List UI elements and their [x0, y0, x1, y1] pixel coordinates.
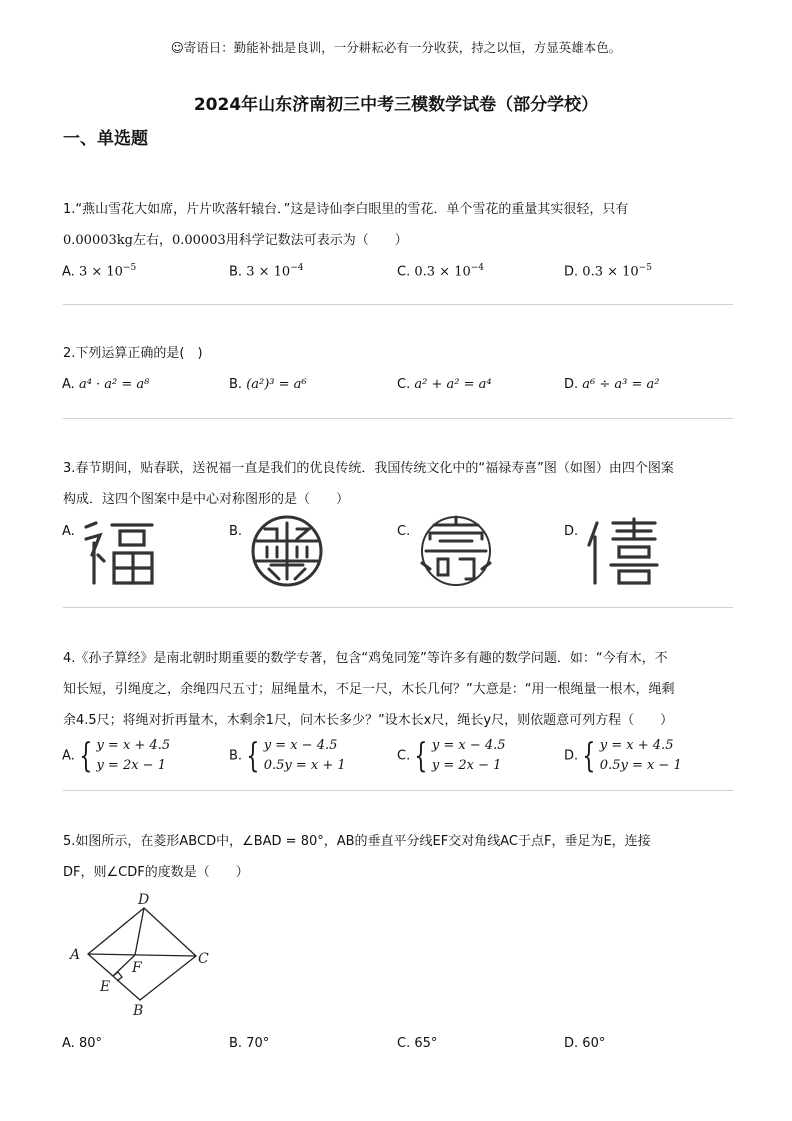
- question-3: [63, 453, 733, 515]
- q1-option-d[interactable]: [564, 263, 652, 279]
- option-expression: a⁴ · a² = a⁸: [78, 377, 150, 392]
- q5-option-d[interactable]: [564, 1036, 605, 1051]
- question-1-line-2: [63, 225, 733, 256]
- q3-option-b-label[interactable]: B.: [229, 524, 243, 539]
- option-value: 70°: [246, 1036, 270, 1051]
- option-label: D.: [564, 748, 579, 764]
- q1-option-c[interactable]: [397, 263, 484, 279]
- q1-option-b[interactable]: [229, 263, 303, 279]
- option-label: B.: [229, 1036, 243, 1051]
- section-heading: 一、单选题: [63, 129, 148, 149]
- option-mantissa: 3 × 10: [78, 264, 123, 280]
- option-label: A.: [62, 377, 75, 392]
- divider: [63, 607, 733, 608]
- left-brace-icon: {: [582, 736, 596, 776]
- question-4-line-1: 4.《孙子算经》是南北朝时期重要的数学专著，包含“鸡兔同笼”等许多有趣的数学问题．如：“今有木，不: [63, 651, 668, 666]
- left-brace-icon: {: [79, 736, 93, 776]
- q5-option-a[interactable]: [62, 1036, 102, 1051]
- question-5-line-1: 5.如图所示，在菱形ABCD中，∠BAD = 80°，AB的垂直平分线EF交对角线AC于点F，垂足为E，连接: [63, 834, 651, 849]
- option-label: A.: [62, 1036, 75, 1051]
- diagonal-ac: [88, 954, 196, 956]
- point-f-label: F: [132, 960, 142, 976]
- q5-option-b[interactable]: [229, 1036, 269, 1051]
- equation: y = 2x − 1: [431, 758, 502, 773]
- shou-seal-image[interactable]: [414, 513, 498, 589]
- option-exponent: −5: [122, 263, 137, 273]
- question-3-line-2: 构成．这四个图案中是中心对称图形的是（ ）: [63, 492, 350, 507]
- question-4: [63, 643, 733, 736]
- option-label: A.: [62, 748, 75, 764]
- left-brace-icon: {: [414, 736, 428, 776]
- equation: y = 2x − 1: [96, 758, 166, 773]
- option-mantissa: 0.3 × 10: [414, 264, 471, 280]
- motto-text: ☺寄语日：勤能补拙是良训，一分耕耘必有一分收获，持之以恒，方显英雄本色。: [170, 40, 622, 55]
- point-c-label: C: [198, 951, 209, 967]
- divider: [63, 418, 733, 419]
- option-label: C.: [397, 264, 411, 280]
- q4-option-b[interactable]: [229, 736, 346, 776]
- option-label: C.: [397, 748, 411, 764]
- option-value: 65°: [414, 1036, 438, 1051]
- mass-value: 0.00003kg: [63, 233, 133, 248]
- question-1-text: 左右，: [132, 233, 172, 248]
- option-label: B.: [229, 748, 243, 764]
- xi-seal-image[interactable]: [583, 515, 663, 587]
- point-b-label: B: [133, 1003, 144, 1019]
- option-exponent: −4: [290, 263, 304, 273]
- question-1-line-1: 1.“燕山雪花大如席，片片吹落轩辕台．”这是诗仙李白眼里的雪花．单个雪花的重量其实很轻，只有: [63, 202, 629, 217]
- q2-option-a[interactable]: [62, 377, 149, 392]
- q2-option-b[interactable]: [229, 377, 307, 392]
- equation: 0.5y = x + 1: [263, 758, 346, 773]
- question-5-line-2: DF，则∠CDF的度数是（ ）: [63, 865, 249, 880]
- question-3-line-1: 3.春节期间，贴春联，送祝福一直是我们的优良传统．我国传统文化中的“福禄寿喜”图（如图）由四个图案: [63, 461, 674, 476]
- q4-option-c[interactable]: [397, 736, 506, 776]
- equation: y = x − 4.5: [431, 738, 506, 753]
- option-expression: a⁶ ÷ a³ = a²: [582, 377, 660, 392]
- option-value: 80°: [78, 1036, 102, 1051]
- question-4-line-2: 知长短，引绳度之，余绳四尺五寸；屈绳量木，不足一尺，木长几何？”大意是：“用一根绳量一根木，绳剩: [63, 682, 675, 697]
- left-brace-icon: {: [246, 736, 260, 776]
- question-1-prompt: 用科学记数法可表示为（ ）: [225, 233, 408, 248]
- option-expression: (a²)³ = a⁶: [246, 377, 307, 392]
- point-d-label: D: [138, 892, 150, 908]
- option-label: C.: [397, 1036, 411, 1051]
- question-5: [63, 826, 733, 888]
- q3-option-d-label[interactable]: D.: [564, 524, 579, 539]
- question-4-line-3: 余4.5尺；将绳对折再量木，木剩余1尺，问木长多少？”设木长x尺，绳长y尺，则依题意可列方程（ ）: [63, 713, 674, 728]
- q1-option-a[interactable]: [62, 263, 136, 279]
- q3-option-a-label[interactable]: A.: [62, 524, 75, 539]
- number-value: 0.00003: [171, 233, 226, 248]
- option-label: D.: [564, 1036, 579, 1051]
- q2-option-d[interactable]: [564, 377, 660, 392]
- option-exponent: −5: [638, 263, 652, 273]
- equation: y = x − 4.5: [263, 738, 338, 753]
- option-label: A.: [62, 264, 75, 280]
- rhombus-figure: [60, 890, 230, 1020]
- option-mantissa: 3 × 10: [246, 264, 291, 280]
- question-2: 2.下列运算正确的是( ): [63, 346, 203, 361]
- option-label: D.: [564, 264, 579, 280]
- q4-option-d[interactable]: [564, 736, 682, 776]
- equation: y = x + 4.5: [599, 738, 674, 753]
- fu-seal-image[interactable]: [80, 515, 160, 587]
- divider: [63, 304, 733, 305]
- equation: 0.5y = x − 1: [599, 758, 682, 773]
- q4-option-a[interactable]: [62, 736, 170, 776]
- exam-title: 2024年山东济南初三中考三模数学试卷（部分学校）: [193, 95, 599, 115]
- q5-option-c[interactable]: [397, 1036, 437, 1051]
- point-a-label: A: [70, 947, 81, 963]
- question-1: [63, 194, 733, 256]
- option-label: B.: [229, 264, 243, 280]
- q2-option-c[interactable]: [397, 377, 492, 392]
- q3-option-c-label[interactable]: C.: [397, 524, 411, 539]
- option-exponent: −4: [470, 263, 485, 273]
- lu-seal-image[interactable]: [247, 513, 327, 589]
- divider: [63, 790, 733, 791]
- option-label: B.: [229, 377, 243, 392]
- point-e-label: E: [100, 979, 111, 995]
- option-label: C.: [397, 377, 411, 392]
- option-label: D.: [564, 377, 579, 392]
- equation: y = x + 4.5: [96, 738, 171, 753]
- option-expression: a² + a² = a⁴: [414, 377, 492, 392]
- option-mantissa: 0.3 × 10: [582, 264, 639, 280]
- option-value: 60°: [582, 1036, 606, 1051]
